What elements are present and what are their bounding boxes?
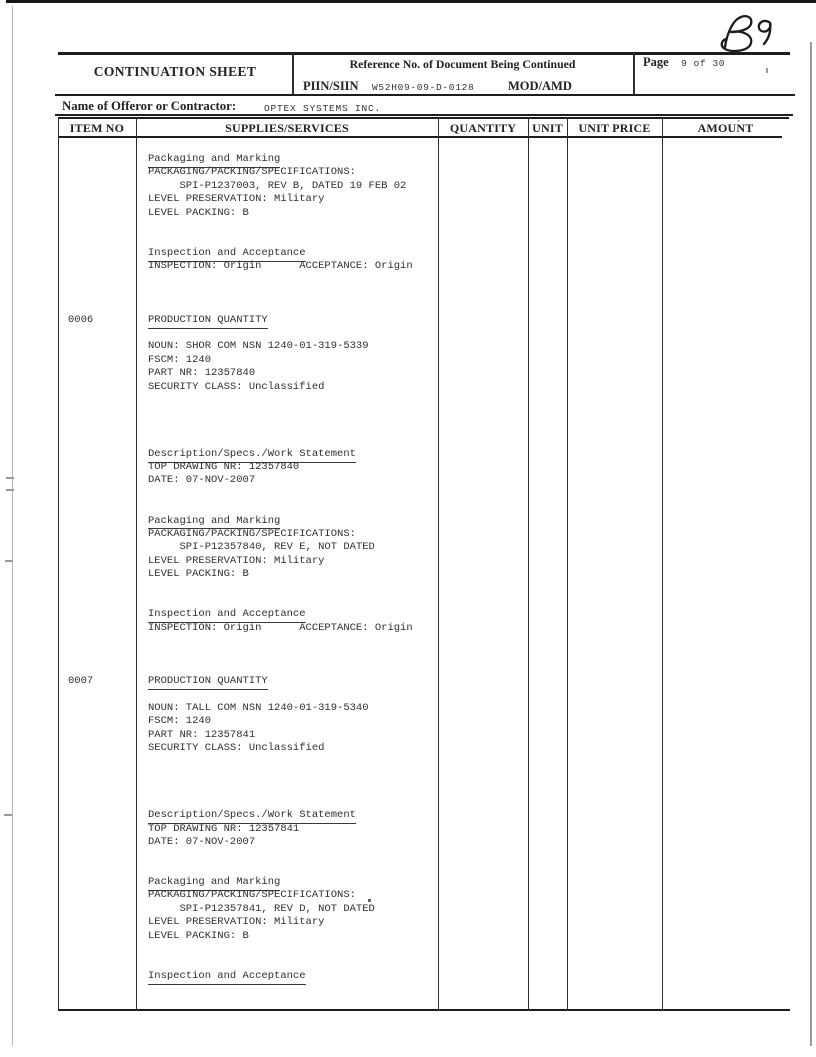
section-heading: Packaging and Marking bbox=[148, 515, 280, 530]
body-line bbox=[58, 849, 758, 862]
body-line bbox=[58, 582, 758, 595]
body-line bbox=[58, 407, 758, 420]
body-line bbox=[58, 956, 758, 969]
body-text: SPI-P12357840, REV E, NOT DATED bbox=[148, 541, 375, 554]
body-line bbox=[58, 220, 758, 233]
body-line bbox=[58, 889, 758, 902]
scan-top-edge bbox=[6, 0, 816, 3]
body-line bbox=[58, 274, 758, 287]
body-text: DATE: 07-NOV-2007 bbox=[148, 835, 256, 848]
colheader-unit-price: UNIT PRICE bbox=[578, 121, 651, 135]
body-line bbox=[58, 515, 758, 528]
body-text: FSCM: 1240 bbox=[148, 715, 212, 728]
body-line bbox=[58, 648, 758, 661]
body-line bbox=[58, 689, 758, 702]
page-number: 9 of 30 bbox=[681, 58, 726, 69]
body-line bbox=[58, 166, 758, 179]
body-line bbox=[58, 916, 758, 929]
body-line bbox=[58, 675, 758, 688]
section-heading: Description/Specs./Work Statement bbox=[148, 448, 356, 463]
table-headrow-rule bbox=[58, 136, 782, 138]
body-line bbox=[58, 622, 758, 635]
offeror-label: Name of Offeror or Contractor: bbox=[62, 99, 237, 113]
scan-speck bbox=[766, 68, 768, 73]
body-text: PACKAGING/PACKING/SPECIFICATIONS: bbox=[148, 166, 356, 179]
body-line bbox=[58, 354, 758, 367]
section-heading: Inspection and Acceptance bbox=[148, 247, 306, 262]
colheader-quantity: QUANTITY bbox=[449, 121, 517, 135]
piin-siin-label: PIIN/SIIN bbox=[303, 79, 359, 93]
body-text: LEVEL PACKING: B bbox=[148, 929, 249, 942]
section-heading: Packaging and Marking bbox=[148, 153, 280, 168]
body-line bbox=[58, 300, 758, 313]
table-bottom-rule bbox=[58, 1009, 790, 1011]
body-line bbox=[58, 796, 758, 809]
section-heading: Inspection and Acceptance bbox=[148, 970, 306, 985]
scan-speck bbox=[5, 560, 13, 562]
body-line bbox=[58, 568, 758, 581]
body-text: LEVEL PRESERVATION: Military bbox=[148, 916, 325, 929]
body-text: NOUN: TALL COM NSN 1240-01-319-5340 bbox=[148, 702, 369, 715]
body-text: SPI-P1237003, REV B, DATED 19 FEB 02 bbox=[148, 179, 407, 192]
body-line bbox=[58, 180, 758, 193]
body-text: PACKAGING/PACKING/SPECIFICATIONS: bbox=[148, 889, 356, 902]
body-line bbox=[58, 528, 758, 541]
body-text: TOP DRAWING NR: 12357841 bbox=[148, 822, 300, 835]
offeror-value: OPTEX SYSTEMS INC. bbox=[264, 103, 382, 114]
header-top-rule bbox=[58, 52, 790, 55]
body-line bbox=[58, 434, 758, 447]
body-text: PART NR: 12357841 bbox=[148, 728, 256, 741]
body-line bbox=[58, 381, 758, 394]
body-line bbox=[58, 314, 758, 327]
body-text: SPI-P12357841, REV D, NOT DATED bbox=[148, 902, 375, 915]
body-text: PACKAGING/PACKING/SPECIFICATIONS: bbox=[148, 527, 356, 540]
body-line bbox=[58, 769, 758, 782]
body-line bbox=[58, 608, 758, 621]
mod-amd-label: MOD/AMD bbox=[508, 79, 572, 93]
offeror-bottom-rule bbox=[55, 114, 793, 116]
body-line bbox=[58, 193, 758, 206]
body-text: INSPECTION: Origin ACCEPTANCE: Origin bbox=[148, 260, 413, 273]
body-text: DATE: 07-NOV-2007 bbox=[148, 474, 256, 487]
body-line bbox=[58, 421, 758, 434]
section-heading: PRODUCTION QUANTITY bbox=[148, 675, 268, 690]
body-line bbox=[58, 501, 758, 514]
body-line bbox=[58, 756, 758, 769]
body-line bbox=[58, 836, 758, 849]
body-line bbox=[58, 287, 758, 300]
body-line bbox=[58, 595, 758, 608]
colheader-supplies-services: SUPPLIES/SERVICES bbox=[225, 121, 349, 135]
body-text: INSPECTION: Origin ACCEPTANCE: Origin bbox=[148, 621, 413, 634]
body-line bbox=[58, 903, 758, 916]
body-text: SECURITY CLASS: Unclassified bbox=[148, 380, 325, 393]
body-line bbox=[58, 943, 758, 956]
body-line bbox=[58, 233, 758, 246]
body-line bbox=[58, 970, 758, 983]
body-text: FSCM: 1240 bbox=[148, 353, 212, 366]
section-heading: PRODUCTION QUANTITY bbox=[148, 314, 268, 329]
body-text: LEVEL PRESERVATION: Military bbox=[148, 554, 325, 567]
body-line bbox=[58, 461, 758, 474]
body-line bbox=[58, 782, 758, 795]
page-label: Page bbox=[643, 55, 669, 69]
body-line bbox=[58, 247, 758, 260]
body-line bbox=[58, 367, 758, 380]
body-line bbox=[58, 488, 758, 501]
item-number: 0006 bbox=[68, 313, 94, 326]
body-text: LEVEL PACKING: B bbox=[148, 568, 249, 581]
body-line bbox=[58, 448, 758, 461]
body-line bbox=[58, 635, 758, 648]
body-line bbox=[58, 541, 758, 554]
scan-left-edge bbox=[12, 6, 13, 1046]
table-body-lines bbox=[58, 153, 758, 983]
body-text: LEVEL PRESERVATION: Military bbox=[148, 193, 325, 206]
body-line bbox=[58, 876, 758, 889]
header-bottom-rule bbox=[55, 94, 795, 96]
body-line bbox=[58, 809, 758, 822]
body-line bbox=[58, 394, 758, 407]
body-line bbox=[58, 474, 758, 487]
section-heading: Inspection and Acceptance bbox=[148, 608, 306, 623]
body-text: NOUN: SHOR COM NSN 1240-01-319-5339 bbox=[148, 340, 369, 353]
reference-label: Reference No. of Document Being Continued bbox=[349, 57, 576, 71]
body-line bbox=[58, 702, 758, 715]
body-text: LEVEL PACKING: B bbox=[148, 206, 249, 219]
colheader-amount: AMOUNT bbox=[697, 121, 754, 135]
body-line bbox=[58, 260, 758, 273]
body-line bbox=[58, 207, 758, 220]
body-line bbox=[58, 340, 758, 353]
body-line bbox=[58, 327, 758, 340]
item-number: 0007 bbox=[68, 675, 94, 688]
body-line bbox=[58, 729, 758, 742]
colheader-unit: UNIT bbox=[532, 121, 563, 135]
body-line bbox=[58, 662, 758, 675]
scan-right-edge bbox=[810, 42, 812, 1046]
body-text: PART NR: 12357840 bbox=[148, 367, 256, 380]
body-line bbox=[58, 555, 758, 568]
table-top-rule bbox=[58, 117, 789, 119]
section-heading: Description/Specs./Work Statement bbox=[148, 809, 356, 824]
body-line bbox=[58, 863, 758, 876]
piin-siin-value: W52H09-09-D-0128 bbox=[372, 82, 475, 93]
body-text: TOP DRAWING NR: 12357840 bbox=[148, 460, 300, 473]
body-text: SECURITY CLASS: Unclassified bbox=[148, 742, 325, 755]
scan-speck bbox=[6, 477, 14, 479]
body-line bbox=[58, 715, 758, 728]
form-title: CONTINUATION SHEET bbox=[93, 64, 257, 79]
body-line bbox=[58, 823, 758, 836]
scan-speck bbox=[4, 814, 12, 816]
colheader-item-no: ITEM NO bbox=[69, 121, 125, 135]
body-line bbox=[58, 742, 758, 755]
section-heading: Packaging and Marking bbox=[148, 876, 280, 891]
header-divider-right bbox=[633, 52, 635, 95]
body-line bbox=[58, 930, 758, 943]
body-line bbox=[58, 153, 758, 166]
scan-speck bbox=[6, 489, 14, 491]
